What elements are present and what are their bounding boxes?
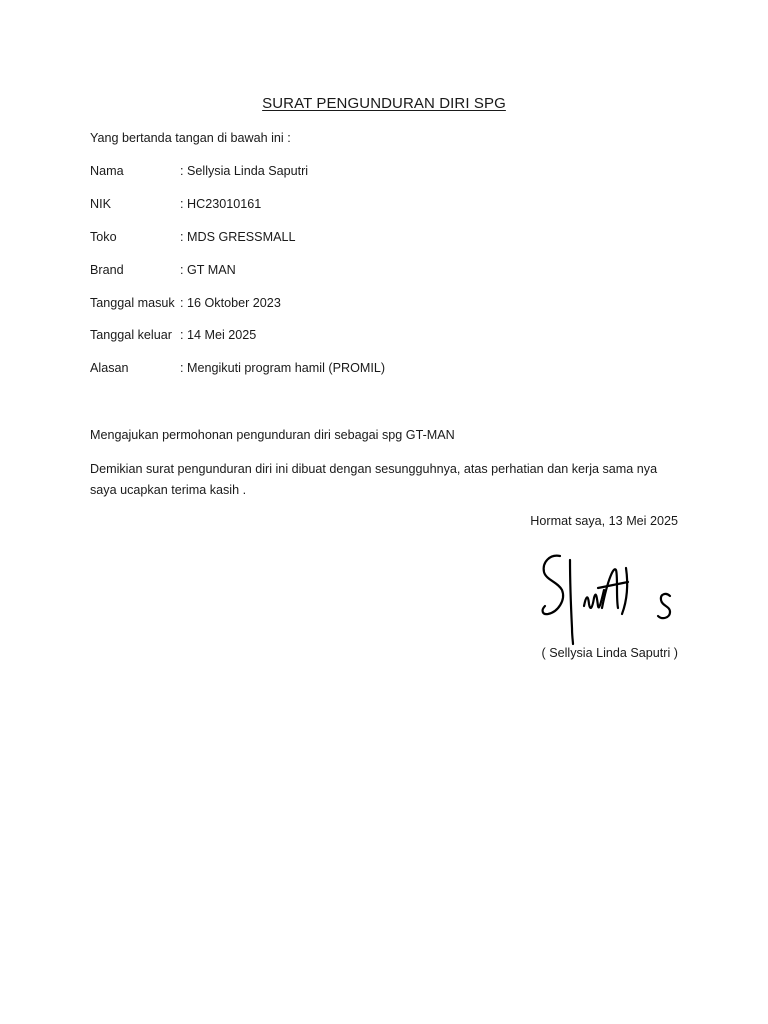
field-label: Tanggal masuk	[90, 296, 175, 310]
closing-paragraph	[90, 459, 680, 501]
closing-line: saya ucapkan terima kasih .	[90, 483, 247, 497]
intro-text: Yang bertanda tangan di bawah ini :	[90, 131, 291, 145]
field-label: Toko	[90, 230, 117, 244]
sign-off-date: Hormat saya, 13 Mei 2025	[530, 514, 678, 528]
letter-title	[0, 95, 768, 112]
field-value: : Mengikuti program hamil (PROMIL)	[180, 361, 386, 375]
field-label: Alasan	[90, 361, 129, 375]
field-label: Tanggal keluar	[90, 328, 172, 342]
field-label: NIK	[90, 197, 111, 211]
letter-title-text: SURAT PENGUNDURAN DIRI SPG	[262, 95, 506, 112]
handwritten-signature-icon	[536, 548, 686, 648]
signer-name: ( Sellysia Linda Saputri )	[541, 646, 678, 660]
field-toko	[90, 230, 690, 248]
field-nik	[90, 197, 690, 215]
field-value: : MDS GRESSMALL	[180, 230, 296, 244]
field-value: : 16 Oktober 2023	[180, 296, 281, 310]
field-label: Brand	[90, 263, 124, 277]
field-label: Nama	[90, 164, 124, 178]
field-nama	[90, 164, 690, 182]
field-value: : GT MAN	[180, 263, 236, 277]
field-value: : HC23010161	[180, 197, 262, 211]
field-value: : Sellysia Linda Saputri	[180, 164, 309, 178]
request-text: Mengajukan permohonan pengunduran diri sebagai spg GT-MAN	[90, 428, 455, 442]
field-value: : 14 Mei 2025	[180, 328, 257, 342]
closing-line: Demikian surat pengunduran diri ini dibuat dengan sesungguhnya, atas perhatian dan kerja sama nya	[90, 462, 658, 476]
field-tanggal-keluar	[90, 328, 690, 346]
field-alasan	[90, 361, 690, 379]
field-brand	[90, 263, 690, 281]
field-tanggal-masuk	[90, 296, 690, 314]
